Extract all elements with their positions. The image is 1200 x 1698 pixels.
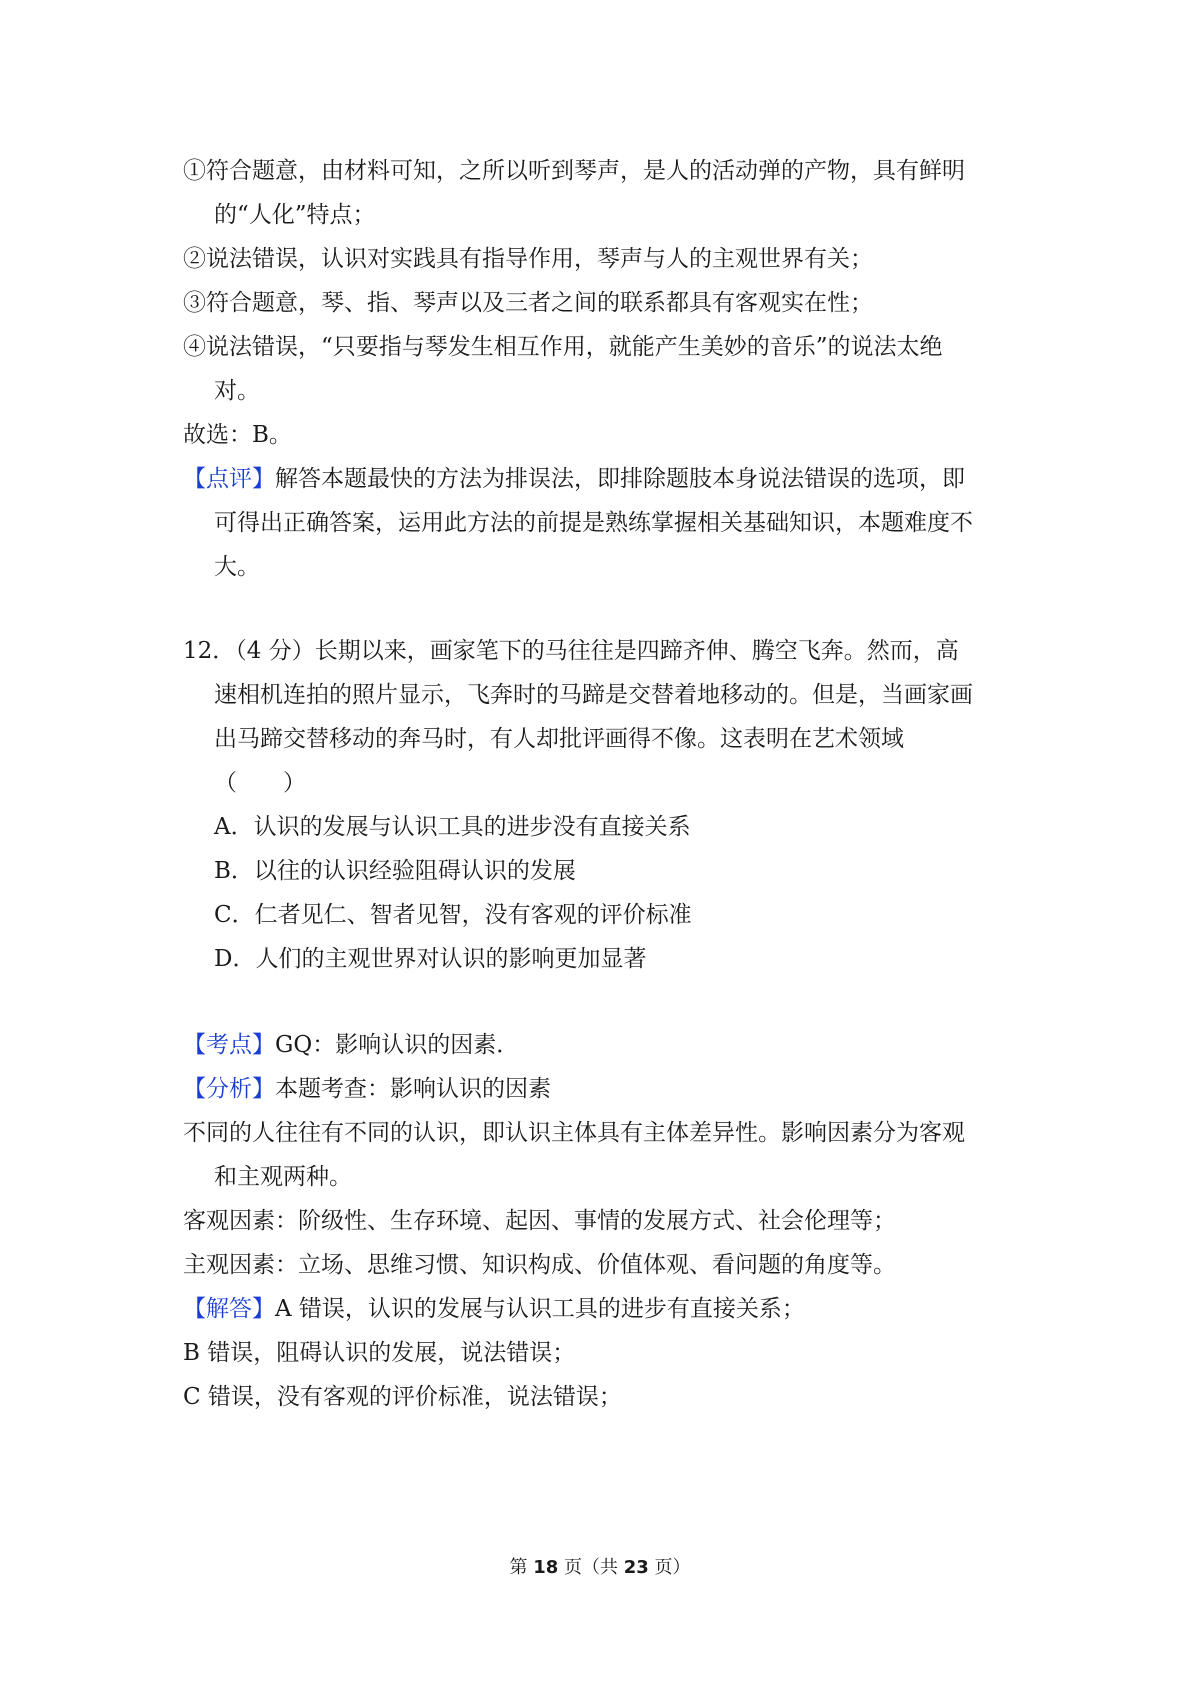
fenxi-tag: 【分析】 <box>183 1076 275 1102</box>
option-a: A．认识的发展与认识工具的进步没有直接关系 <box>214 814 691 840</box>
comment-tag: 【点评】 <box>183 466 275 492</box>
answer-item-4-line-2: 对。 <box>214 378 260 404</box>
kaodian-line <box>183 1029 519 1061</box>
fenxi-text: 本题考查：影响认识的因素 <box>275 1076 551 1102</box>
answer-item-2: ②说法错误，认识对实践具有指导作用，琴声与人的主观世界有关； <box>183 246 873 272</box>
fenxi-line <box>183 1073 551 1105</box>
footer-suffix: 页） <box>654 1557 691 1578</box>
answer-c-line: C 错误，没有客观的评价标准，说法错误； <box>183 1384 622 1410</box>
jieda-text: A 错误，认识的发展与认识工具的进步有直接关系； <box>275 1296 805 1322</box>
footer-prefix: 第 <box>509 1557 528 1578</box>
option-b: B．以往的认识经验阻碍认识的发展 <box>214 858 576 884</box>
answer-b-line: B 错误，阻碍认识的发展，说法错误； <box>183 1340 576 1366</box>
answer-item-3: ③符合题意，琴、指、琴声以及三者之间的联系都具有客观实在性； <box>183 290 873 316</box>
comment-text: 解答本题最快的方法为排误法，即排除题肢本身说法错误的选项，即 <box>275 466 965 492</box>
kaodian-text: GQ：影响认识的因素． <box>275 1032 520 1058</box>
answer-item-1-line-1: ①符合题意，由材料可知，之所以听到琴声，是人的活动弹的产物，具有鲜明 <box>183 158 965 184</box>
question-12-stem-line-2: 速相机连拍的照片显示，飞奔时的马蹄是交替着地移动的。但是，当画家画 <box>214 682 973 708</box>
comment-line-1 <box>183 463 965 495</box>
option-d: D．人们的主观世界对认识的影响更加显著 <box>214 946 647 972</box>
subjective-factors: 主观因素：立场、思维习惯、知识构成、价值体观、看问题的角度等。 <box>183 1252 896 1278</box>
question-12-stem-line-1: 12．（4 分）长期以来，画家笔下的马往往是四蹄齐伸、腾空飞奔。然而，高 <box>183 638 959 664</box>
comment-line-3: 大。 <box>214 554 260 580</box>
kaodian-tag: 【考点】 <box>183 1032 275 1058</box>
footer-total-pages: 23 <box>623 1557 649 1578</box>
jieda-line <box>183 1293 805 1325</box>
comment-line-2: 可得出正确答案，运用此方法的前提是熟练掌握相关基础知识，本题难度不 <box>214 510 973 536</box>
jieda-tag: 【解答】 <box>183 1296 275 1322</box>
page-footer <box>0 1556 1200 1580</box>
option-c: C．仁者见仁、智者见智，没有客观的评价标准 <box>214 902 692 928</box>
answer-choice: 故选：B。 <box>183 422 292 448</box>
answer-item-4-line-1: ④说法错误，“只要指与琴发生相互作用，就能产生美妙的音乐”的说法太绝 <box>183 334 943 360</box>
question-12-stem-line-3: 出马蹄交替移动的奔马时，有人却批评画得不像。这表明在艺术领域 <box>214 726 904 752</box>
question-12-blank: （ ） <box>214 770 306 796</box>
footer-mid: 页（共 <box>564 1557 618 1578</box>
analysis-para-line-1: 不同的人往往有不同的认识，即认识主体具有主体差异性。影响因素分为客观 <box>183 1120 965 1146</box>
analysis-para-line-2: 和主观两种。 <box>214 1164 352 1190</box>
objective-factors: 客观因素：阶级性、生存环境、起因、事情的发展方式、社会伦理等； <box>183 1208 896 1234</box>
answer-item-1-line-2: 的“人化”特点； <box>214 202 376 228</box>
footer-page-number: 18 <box>533 1557 559 1578</box>
